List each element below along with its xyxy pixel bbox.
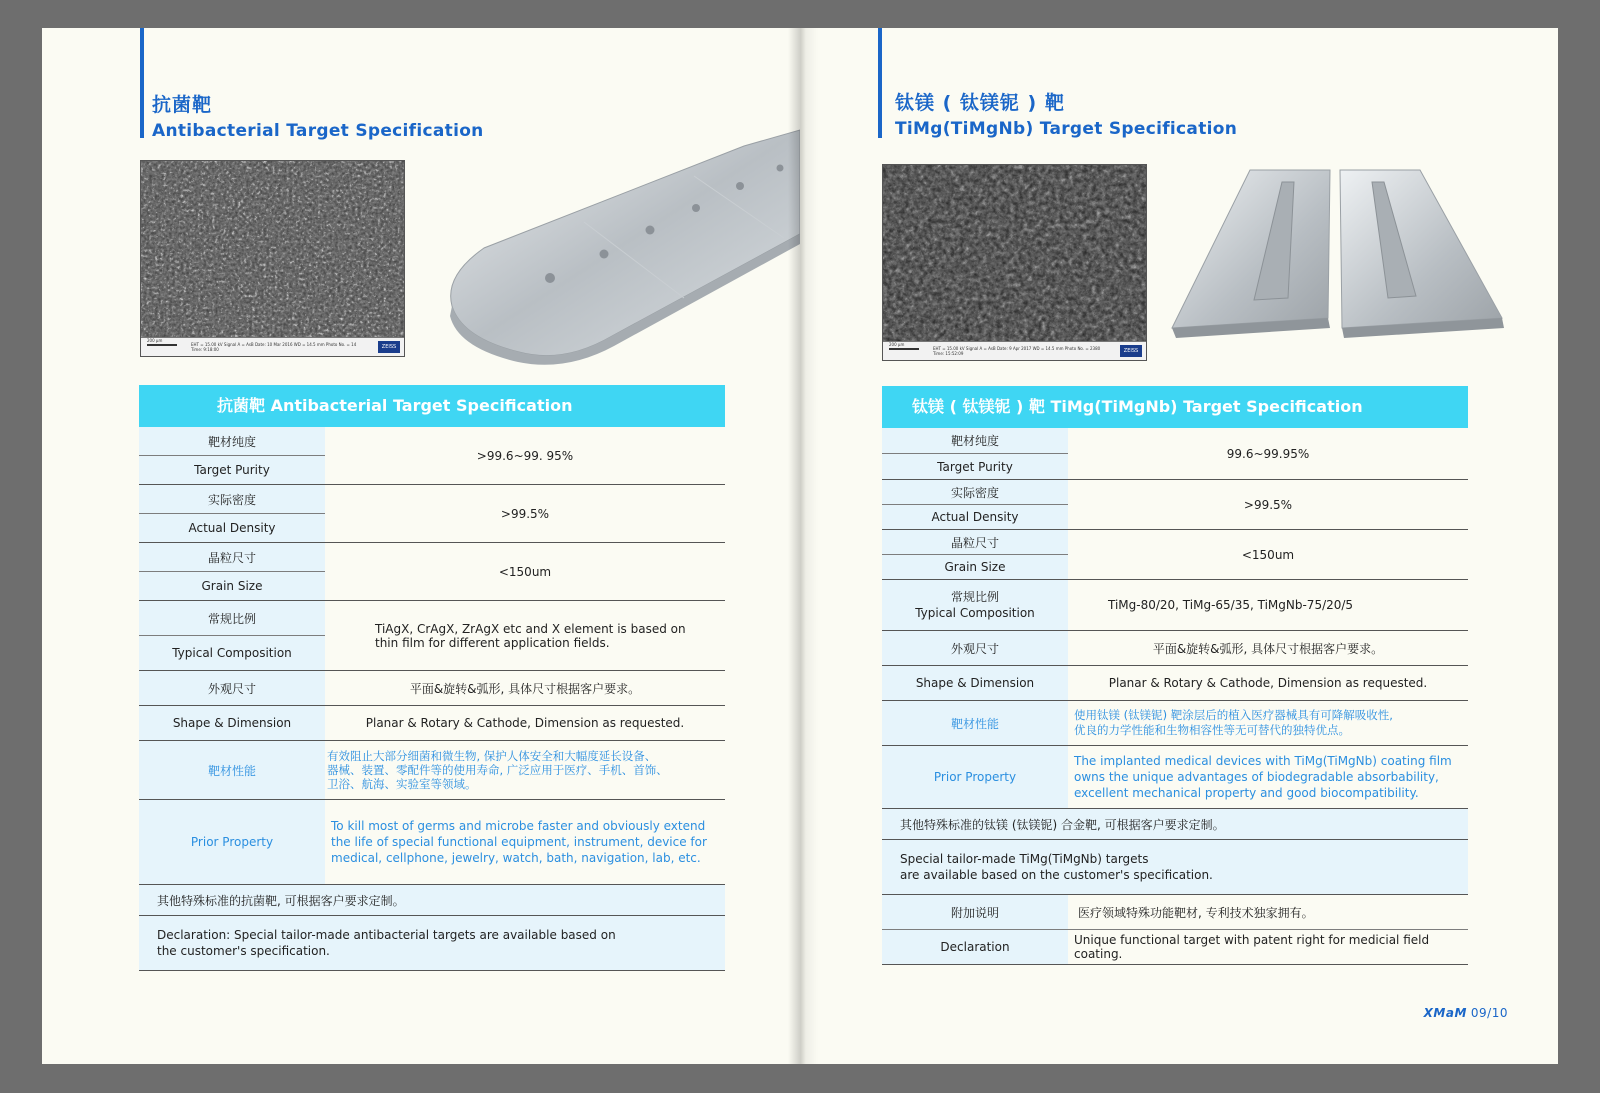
table-row (139, 741, 725, 800)
left-accent-bar (140, 28, 144, 138)
note-en-line: the customer's specification. (157, 944, 330, 958)
label-cn: 外观尺寸 (139, 671, 325, 706)
footer-brand (1424, 1006, 1508, 1020)
value-line: owns the unique advantages of biodegradable absorbability, (1074, 770, 1439, 784)
note-cn: 其他特殊标准的抗菌靶, 可根据客户要求定制。 (139, 885, 725, 916)
scale-label: 200 µm (147, 338, 163, 343)
right-spec-table (882, 428, 1468, 965)
table-row (882, 631, 1468, 666)
value-line: thin film for different application fields. (375, 635, 610, 650)
label-cn: 外观尺寸 (882, 631, 1068, 666)
value-cell: >99.5% (325, 485, 725, 543)
table-row (882, 480, 1468, 530)
left-title-cn: 抗菌靶 (152, 94, 213, 116)
table-row (139, 800, 725, 885)
sem-info: EHT = 15.00 kV Signal A = AsB Date: 10 Mar 2016 WD = 14.5 mm Photo No. = 14 Time: 9:18:00 (191, 342, 357, 352)
value-line: 使用钛镁 (钛镁铌) 靶涂层后的植入医疗器械具有可降解吸收性, (1074, 708, 1393, 722)
page-number: 09/10 (1470, 1006, 1508, 1020)
right-accent-bar (878, 28, 882, 138)
table-row (139, 671, 725, 706)
brand-logo: XMaM (1423, 1006, 1467, 1020)
label-cn: 常规比例 (950, 590, 999, 604)
value-line: TiAgX, CrAgX, ZrAgX etc and X element is based on (375, 621, 686, 636)
table-row (139, 601, 725, 671)
table-row (139, 427, 725, 485)
note-en-line: are available based on the customer's specification. (900, 868, 1213, 882)
value-line: medical, cellphone, jewelry, watch, bath, navigation, lab, etc. (331, 851, 701, 865)
note-cn: 其他特殊标准的钛镁 (钛镁铌) 合金靶, 可根据客户要求定制。 (882, 809, 1468, 840)
note-en-line: Declaration: Special tailor-made antibacterial targets are available based on (157, 928, 616, 942)
label-en: Target Purity (937, 459, 1013, 474)
value-cell: TiMg-80/20, TiMg-65/35, TiMgNb-75/20/5 (1068, 580, 1468, 631)
table-row (139, 706, 725, 741)
label-cn: 实际密度 (139, 485, 325, 514)
sem-footer (141, 337, 404, 356)
value-line: 器械、装置、零配件等的使用寿命, 广泛应用于医疗、手机、首饰、 (327, 763, 668, 777)
value-cn: 平面&旋转&弧形, 具体尺寸根据客户要求。 (325, 671, 725, 706)
sem-info: EHT = 15.00 kV Signal A = AsB Date: 9 Apr 2017 WD = 14.5 mm Photo No. = 2380 Time: 15:52:09 (933, 346, 1101, 356)
label-en: Declaration (882, 930, 1068, 965)
table-row (882, 580, 1468, 631)
label-en: Prior Property (139, 800, 325, 885)
label-en: Actual Density (188, 521, 276, 535)
label-en: Actual Density (931, 510, 1019, 524)
scale-bar (147, 344, 177, 346)
value-cell: <150um (325, 543, 725, 601)
value-cell: <150um (1068, 530, 1468, 580)
right-title-en: TiMg(TiMgNb) Target Specification (895, 119, 1238, 139)
left-title-en: Antibacterial Target Specification (152, 121, 484, 141)
right-title-cn: 钛镁 ( 钛镁铌 ) 靶 (895, 92, 1065, 114)
value-cn: 医疗领域特殊功能靶材, 专利技术独家拥有。 (1068, 895, 1468, 930)
value-line: 优良的力学性能和生物相容性等无可替代的独特优点。 (1074, 723, 1350, 737)
value-line: 卫浴、航海、实验室等领域。 (327, 777, 477, 791)
right-page (800, 28, 1558, 1064)
table-row (882, 746, 1468, 809)
label-cn: 实际密度 (882, 480, 1068, 505)
spine-shadow (788, 28, 818, 1064)
table-row (882, 666, 1468, 701)
value-line: the life of special functional equipment, instrument, device for (331, 835, 707, 849)
label-en: Target Purity (194, 463, 270, 477)
table-row (882, 428, 1468, 480)
scale-label: 200 µm (889, 342, 905, 347)
zeiss-logo: ZEISS (378, 341, 400, 353)
value-en: Planar & Rotary & Cathode, Dimension as requested. (1068, 666, 1468, 701)
label-en: Shape & Dimension (882, 666, 1068, 701)
value-en: Planar & Rotary & Cathode, Dimension as requested. (325, 706, 725, 741)
scale-bar (889, 348, 919, 350)
right-sem-micrograph (882, 164, 1147, 361)
left-page (42, 28, 800, 1064)
zeiss-logo: ZEISS (1120, 345, 1142, 357)
label-en: Shape & Dimension (139, 706, 325, 741)
label-en: Typical Composition (915, 606, 1035, 620)
timg-target-image (1170, 168, 1510, 368)
table-row (882, 809, 1468, 840)
table-row (882, 930, 1468, 965)
left-spec-table (139, 427, 725, 971)
table-row (139, 885, 725, 916)
left-sem-micrograph (140, 160, 405, 357)
value-line: To kill most of germs and microbe faster and obviously extend (331, 819, 706, 833)
value-cell: >99.6~99. 95% (325, 427, 725, 485)
value-cn: 平面&旋转&弧形, 具体尺寸根据客户要求。 (1068, 631, 1468, 666)
table-row (882, 701, 1468, 746)
label-en: Grain Size (944, 560, 1006, 574)
value-en: Unique functional target with patent right for medicial field coating. (1068, 930, 1468, 965)
value-line: The implanted medical devices with TiMg(TiMgNb) coating film (1074, 754, 1452, 768)
label-cn: 附加说明 (882, 895, 1068, 930)
left-spec-header: 抗菌靶 Antibacterial Target Specification (139, 385, 725, 427)
label-cn: 晶粒尺寸 (139, 543, 325, 572)
value-line: 有效阻止大部分细菌和微生物, 保护人体安全和大幅度延长设备、 (327, 749, 657, 763)
label-cn: 靶材纯度 (882, 428, 1068, 454)
label-en: Prior Property (882, 746, 1068, 809)
value-line: excellent mechanical property and good biocompatibility. (1074, 786, 1419, 800)
table-row (139, 485, 725, 543)
antibacterial-target-image (444, 126, 800, 396)
sem-footer (883, 341, 1146, 360)
sem-texture (141, 161, 404, 338)
label-cn: 常规比例 (139, 601, 325, 636)
label-cn: 靶材性能 (882, 701, 1068, 746)
value-cell: 99.6~99.95% (1068, 428, 1468, 480)
label-cn: 靶材纯度 (139, 427, 325, 456)
table-row (882, 895, 1468, 930)
value-cell: >99.5% (1068, 480, 1468, 530)
table-row (882, 530, 1468, 580)
table-row (882, 840, 1468, 895)
table-row (139, 543, 725, 601)
table-row (139, 916, 725, 971)
note-en-line: Special tailor-made TiMg(TiMgNb) targets (900, 852, 1149, 866)
label-en: Grain Size (201, 579, 263, 593)
label-en: Typical Composition (172, 646, 292, 660)
label-cn: 靶材性能 (139, 741, 325, 800)
sem-texture (883, 165, 1146, 342)
label-cn: 晶粒尺寸 (882, 530, 1068, 555)
right-spec-header: 钛镁 ( 钛镁铌 ) 靶 TiMg(TiMgNb) Target Specification (882, 386, 1468, 428)
